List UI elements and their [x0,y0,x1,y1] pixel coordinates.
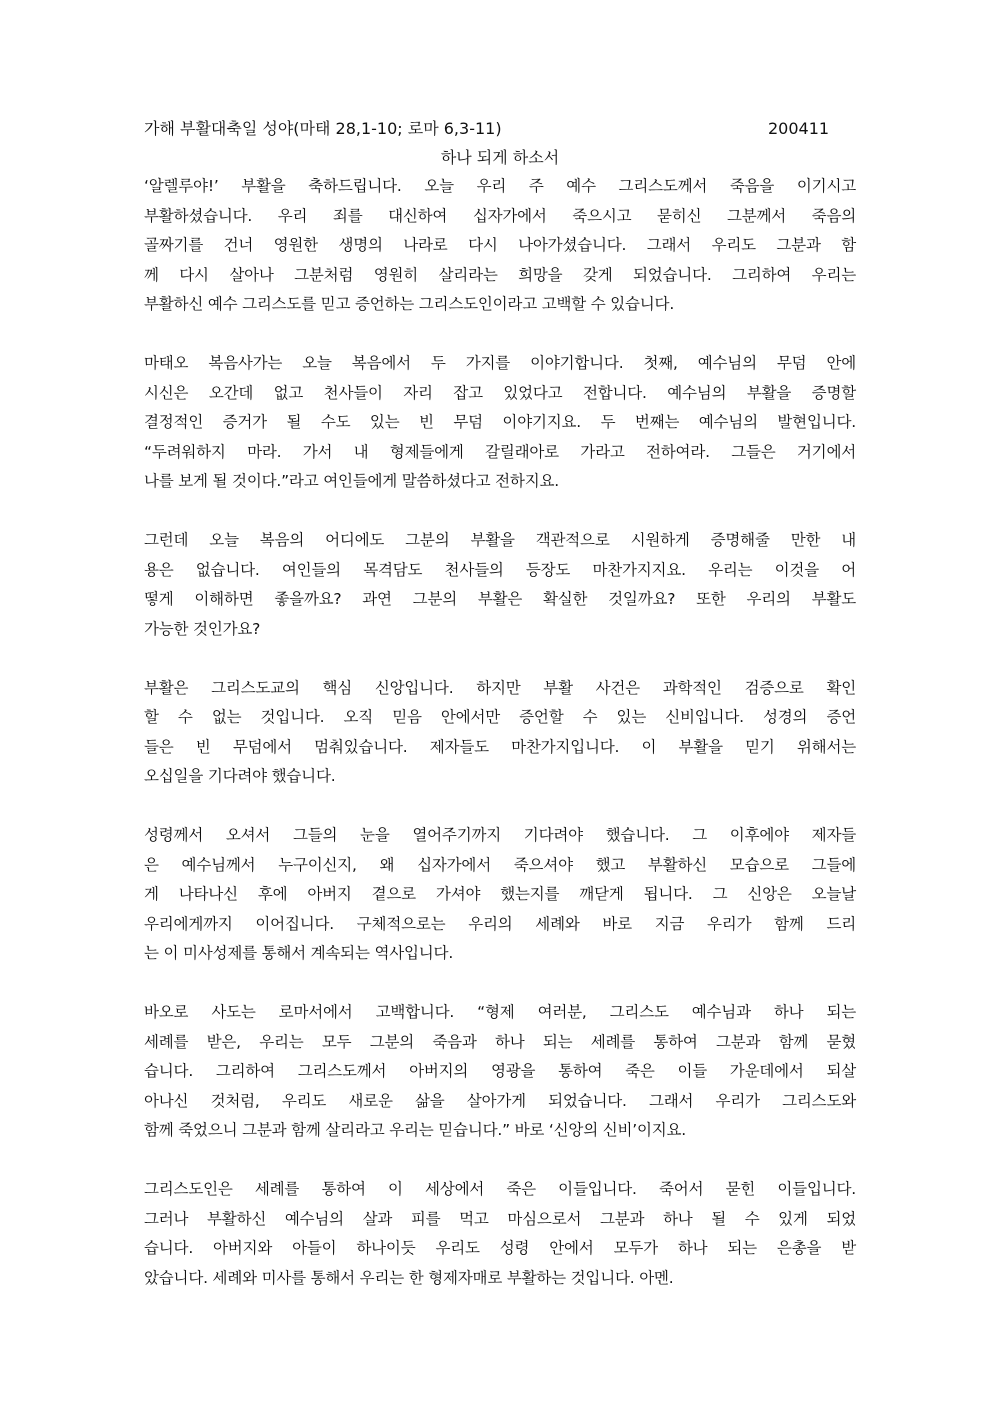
paragraph-2 [144,349,856,497]
text-line: 은 예수님께서 누구이신지, 왜 십자가에서 죽으셔야 했고 부활하신 모습으로 그들에 [144,855,856,874]
text-line: 부활하신 예수 그리스도를 믿고 증언하는 그리스도인이라고 고백할 수 있습니다. [144,295,675,313]
paragraph-7 [144,1175,856,1293]
text-line: 습니다. 그리하여 그리스도께서 아버지의 영광을 통하여 죽은 이들 가운데에서 되살 [144,1062,856,1080]
paragraph-gap [144,1146,856,1176]
text-line: ‘알렐루야!’ 부활을 축하드립니다. 오늘 우리 주 예수 그리스도께서 죽음을 이기시고 [144,177,856,195]
text-line: 부활하셨습니다. 우리 죄를 대신하여 십자가에서 죽으시고 묻히신 그분께서 죽음의 [144,206,856,225]
paragraph-6 [144,998,856,1146]
header-title: 가해 부활대축일 성야(마태 28,1-10; 로마 6,3-11) [144,119,502,138]
text-line: 골짜기를 건너 영원한 생명의 나라로 다시 나아가셨습니다. 그래서 우리도 그분과 함 [144,236,856,254]
text-line: 았습니다. 세례와 미사를 통해서 우리는 한 형제자매로 부활하는 것입니다. 아멘. [144,1268,674,1287]
header-date: 200411 [768,119,830,138]
text-line: 부활은 그리스도교의 핵심 신앙입니다. 하지만 부활 사건은 과학적인 검증으로 확인 [144,678,856,697]
paragraph-3 [144,526,856,644]
text-line: 들은 빈 무덤에서 멈춰있습니다. 제자들도 마찬가지입니다. 이 부활을 믿기 위해서는 [144,737,856,756]
text-line: “두려워하지 마라. 가서 내 형제들에게 갈릴래아로 가라고 전하여라. 그들은 거기에서 [144,442,856,461]
text-line: 성령께서 오셔서 그들의 눈을 열어주기까지 기다려야 했습니다. 그 이후에야 제자들 [144,826,856,844]
paragraph-5 [144,821,856,969]
text-line: 바오로 사도는 로마서에서 고백합니다. “형제 여러분, 그리스도 예수님과 하나 되는 [144,1003,856,1021]
text-line: 함께 죽었으니 그분과 함께 살리라고 우리는 믿습니다.” 바로 ‘신앙의 신비’이지요. [144,1121,687,1139]
text-line: 우리에게까지 이어집니다. 구체적으로는 우리의 세례와 바로 지금 우리가 함께 드리 [144,914,856,933]
text-line: 나를 보게 될 것이다.”라고 여인들에게 말씀하셨다고 전하지요. [144,472,559,490]
text-line: 습니다. 아버지와 아들이 하나이듯 우리도 성령 안에서 모두가 하나 되는 은총을 받 [144,1239,856,1257]
text-line: 는 이 미사성제를 통해서 계속되는 역사입니다. [144,944,454,962]
text-line: 시신은 오간데 없고 천사들이 자리 잡고 있었다고 전합니다. 예수님의 부활을 증명할 [144,383,856,402]
text-line: 께 다시 살아나 그분처럼 영원히 살리라는 희망을 갖게 되었습니다. 그리하여 우리는 [144,265,856,284]
sermon-body [144,172,856,1293]
paragraph-gap [144,497,856,527]
text-line: 마태오 복음사가는 오늘 복음에서 두 가지를 이야기합니다. 첫째, 예수님의 무덤 안에 [144,354,856,372]
text-line: 결정적인 증거가 될 수도 있는 빈 무덤 이야기지요. 두 번째는 예수님의 발현입니다. [144,413,856,431]
text-line: 그리스도인은 세례를 통하여 이 세상에서 죽은 이들입니다. 죽어서 묻힌 이들입니다. [144,1180,856,1198]
paragraph-1 [144,172,856,320]
text-line: 그러나 부활하신 예수님의 살과 피를 먹고 마심으로서 그분과 하나 될 수 있게 되었 [144,1209,856,1228]
text-line: 오십일을 기다려야 했습니다. [144,767,336,785]
sermon-title: 하나 되게 하소서 [440,148,560,167]
text-line: 할 수 없는 것입니다. 오직 믿음 안에서만 증언할 수 있는 신비입니다. 성경의 증언 [144,708,856,726]
paragraph-gap [144,644,856,674]
text-line: 용은 없습니다. 여인들의 목격담도 천사들의 등장도 마찬가지지요. 우리는 이것을 어 [144,560,856,579]
text-line: 떻게 이해하면 좋을까요? 과연 그분의 부활은 확실한 것일까요? 또한 우리의 부활도 [144,590,856,608]
paragraph-gap [144,969,856,999]
text-line: 그런데 오늘 복음의 어디에도 그분의 부활을 객관적으로 시원하게 증명해줄 만한 내 [144,531,856,549]
paragraph-4 [144,674,856,792]
text-line: 가능한 것인가요? [144,619,261,638]
text-line: 아나신 것처럼, 우리도 새로운 삶을 살아가게 되었습니다. 그래서 우리가 그리스도와 [144,1091,856,1110]
paragraph-gap [144,792,856,822]
document-header [144,116,856,142]
paragraph-gap [144,320,856,350]
text-line: 게 나타나신 후에 아버지 곁으로 가셔야 했는지를 깨닫게 됩니다. 그 신앙은 오늘날 [144,885,856,903]
text-line: 세례를 받은, 우리는 모두 그분의 죽음과 하나 되는 세례를 통하여 그분과 함께 묻혔 [144,1032,856,1051]
